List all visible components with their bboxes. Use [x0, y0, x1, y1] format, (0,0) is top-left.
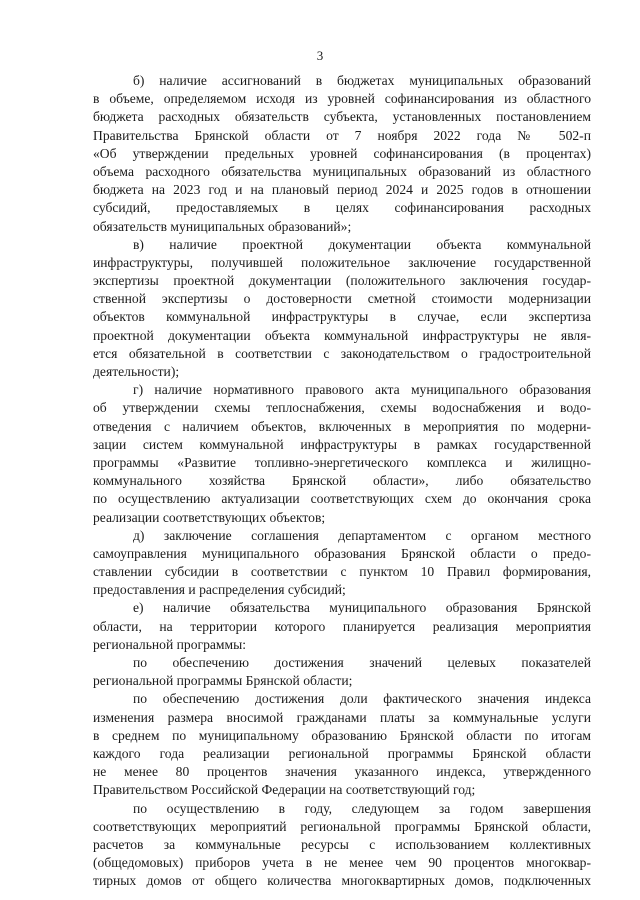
text-line: инфраструктуры, получившей положительное заключение государственной: [93, 254, 591, 270]
text-line: объектов коммунальной инфраструктуры в случае, если экспертиза: [93, 309, 591, 325]
text-line: г) наличие нормативного правового акта муниципального образования: [133, 382, 591, 398]
text-line: ется обязательной в соответствии с законодательством о градостроительной: [93, 345, 591, 361]
text-line: б) наличие ассигнований в бюджетах муниципальных образований: [133, 73, 591, 88]
text-line: д) заключение соглашения департаментом с органом местного: [133, 527, 591, 543]
text-line: обязательств муниципальных образований»;: [93, 218, 352, 234]
text-line: по обеспечению достижения значений целевых показателей: [133, 655, 591, 670]
text-line: каждого года реализации региональной программы Брянской области: [93, 745, 591, 761]
text-line: в объеме, определяемом исходя из уровней софинансирования из областного: [93, 91, 591, 107]
text-line: проектной документации объекта коммунальной инфраструктуры не явля-: [93, 327, 591, 343]
text-line: по осуществлению в году, следующем за годом завершения: [133, 800, 591, 816]
text-line: предоставления и распределения субсидий;: [93, 582, 346, 598]
text-line: отведения с наличием объектов, включенных в мероприятия по модерни-: [93, 418, 591, 434]
text-line: в) наличие проектной документации объекта коммунальной: [133, 236, 591, 252]
text-line: региональной программы Брянской области;: [93, 673, 353, 689]
text-line: коммунального хозяйства Брянской области», либо обязательство: [93, 473, 591, 489]
text-line: бюджета расходных обязательств субъекта, установленных постановлением: [93, 109, 591, 125]
text-line: Правительства Брянской области от 7 ноября 2022 года № 502-п: [93, 127, 591, 143]
text-line: расчетов за коммунальные ресурсы с использованием коллективных: [93, 836, 591, 852]
text-line: программы «Развитие топливно-энергетического комплекса и жилищно-: [93, 454, 591, 470]
text-line: ставлении субсидии в соответствии с пунктом 10 Правил формирования,: [93, 564, 591, 580]
text-line: по обеспечению достижения доли фактического значения индекса: [133, 691, 591, 707]
text-line: тирных домов от общего количества многоквартирных домов, подключенных: [93, 873, 591, 889]
text-line: реализации соответствующих объектов;: [93, 509, 326, 525]
text-line: региональной программы:: [93, 636, 247, 652]
text-line: соответствующих мероприятий региональной программы Брянской области,: [93, 818, 591, 834]
text-line: зации систем коммунальной инфраструктуры в рамках государственной: [93, 436, 591, 452]
text-line: самоуправления муниципального образования Брянской области о предо-: [93, 545, 591, 561]
text-line: «Об утверждении предельных уровней софинансирования (в процентах): [93, 145, 591, 161]
text-line: (общедомовых) приборов учета в не менее чем 90 процентов многоквар-: [93, 855, 591, 871]
text-line: области, на территории которого планируется реализация мероприятия: [93, 618, 591, 634]
text-line: ственной экспертизы о достоверности сметной стоимости модернизации: [93, 291, 591, 307]
document-body: [93, 72, 591, 890]
text-line: Правительством Российской Федерации на соответствующий год;: [93, 782, 476, 798]
text-line: деятельности);: [93, 364, 180, 379]
text-line: в среднем по муниципальному образованию Брянской области по итогам: [93, 727, 591, 743]
text-line: е) наличие обязательства муниципального образования Брянской: [133, 600, 591, 616]
text-line: об утверждении схемы теплоснабжения, схемы водоснабжения и водо-: [93, 400, 591, 416]
text-line: экспертизы проектной документации (положительного заключения государ-: [93, 273, 591, 289]
text-line: бюджета на 2023 год и на плановый период 2024 и 2025 годов в отношении: [93, 182, 591, 198]
text-line: по осуществлению актуализации соответствующих схем до окончания срока: [93, 491, 591, 507]
text-line: не менее 80 процентов значения указанного индекса, утвержденного: [93, 764, 591, 780]
page-number: 3: [316, 48, 324, 63]
text-line: изменения размера вносимой гражданами платы за коммунальные услуги: [93, 709, 591, 725]
text-line: субсидий, предоставляемых в целях софинансирования расходных: [93, 200, 591, 216]
text-line: объема расходного обязательства муниципальных образований из областного: [93, 163, 591, 179]
